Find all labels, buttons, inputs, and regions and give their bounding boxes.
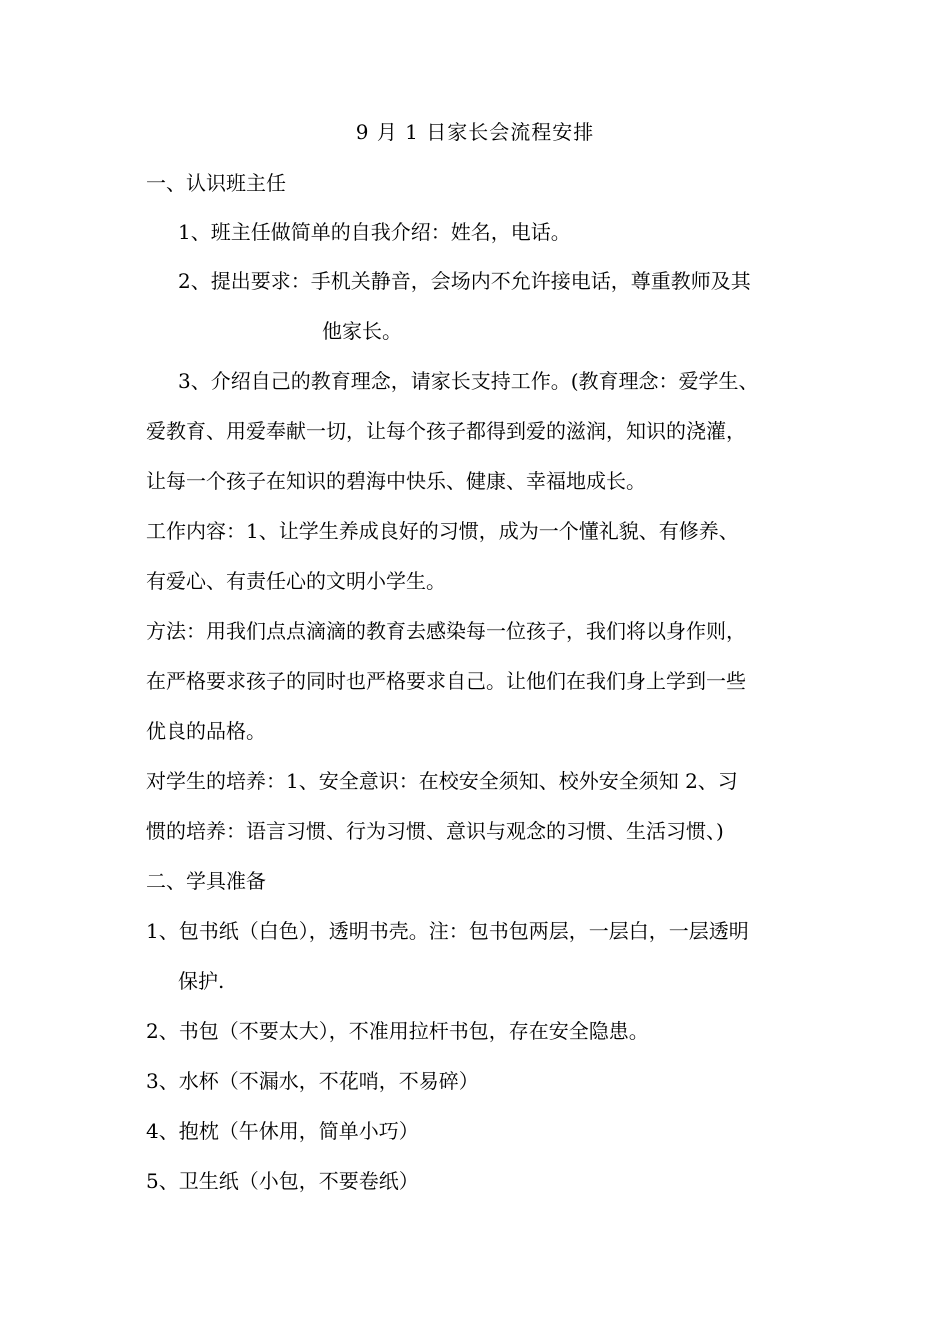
paragraph-line: 1、班主任做简单的自我介绍：姓名，电话。 [178,220,571,244]
document-title: 9 月 1 日家长会流程安排 [355,120,595,144]
list-item: 1、包书纸（白色），透明书壳。注：包书包两层，一层白，一层透明 [146,919,749,943]
list-item-continuation: 保护. [178,969,225,993]
section-heading-1: 一、认识班主任 [146,171,286,195]
paragraph-line: 3、介绍自己的教育理念，请家长支持工作。(教育理念：爱学生、 [178,369,759,393]
paragraph-line: 工作内容：1、让学生养成良好的习惯，成为一个懂礼貌、有修养、 [146,519,739,543]
paragraph-line: 优良的品格。 [146,719,266,743]
list-item: 3、水杯（不漏水，不花哨，不易碎） [146,1069,479,1093]
paragraph-line: 有爱心、有责任心的文明小学生。 [146,569,446,593]
list-item: 2、书包（不要太大），不准用拉杆书包，存在安全隐患。 [146,1019,649,1043]
paragraph-line: 对学生的培养：1、安全意识：在校安全须知、校外安全须知 2、习 [146,769,738,793]
list-item: 5、卫生纸（小包，不要卷纸） [146,1169,419,1193]
paragraph-line: 他家长。 [322,319,402,343]
paragraph-line: 爱教育、用爱奉献一切，让每个孩子都得到爱的滋润，知识的浇灌， [146,419,746,443]
paragraph-line: 2、提出要求：手机关静音，会场内不允许接电话，尊重教师及其 [178,269,751,293]
paragraph-line: 让每一个孩子在知识的碧海中快乐、健康、幸福地成长。 [146,469,646,493]
list-item: 4、抱枕（午休用，简单小巧） [146,1119,419,1143]
paragraph-line: 方法：用我们点点滴滴的教育去感染每一位孩子，我们将以身作则， [146,619,746,643]
paragraph-line: 惯的培养：语言习惯、行为习惯、意识与观念的习惯、生活习惯、) [146,819,724,843]
section-heading-2: 二、学具准备 [146,869,266,893]
paragraph-line: 在严格要求孩子的同时也严格要求自己。让他们在我们身上学到一些 [146,669,746,693]
